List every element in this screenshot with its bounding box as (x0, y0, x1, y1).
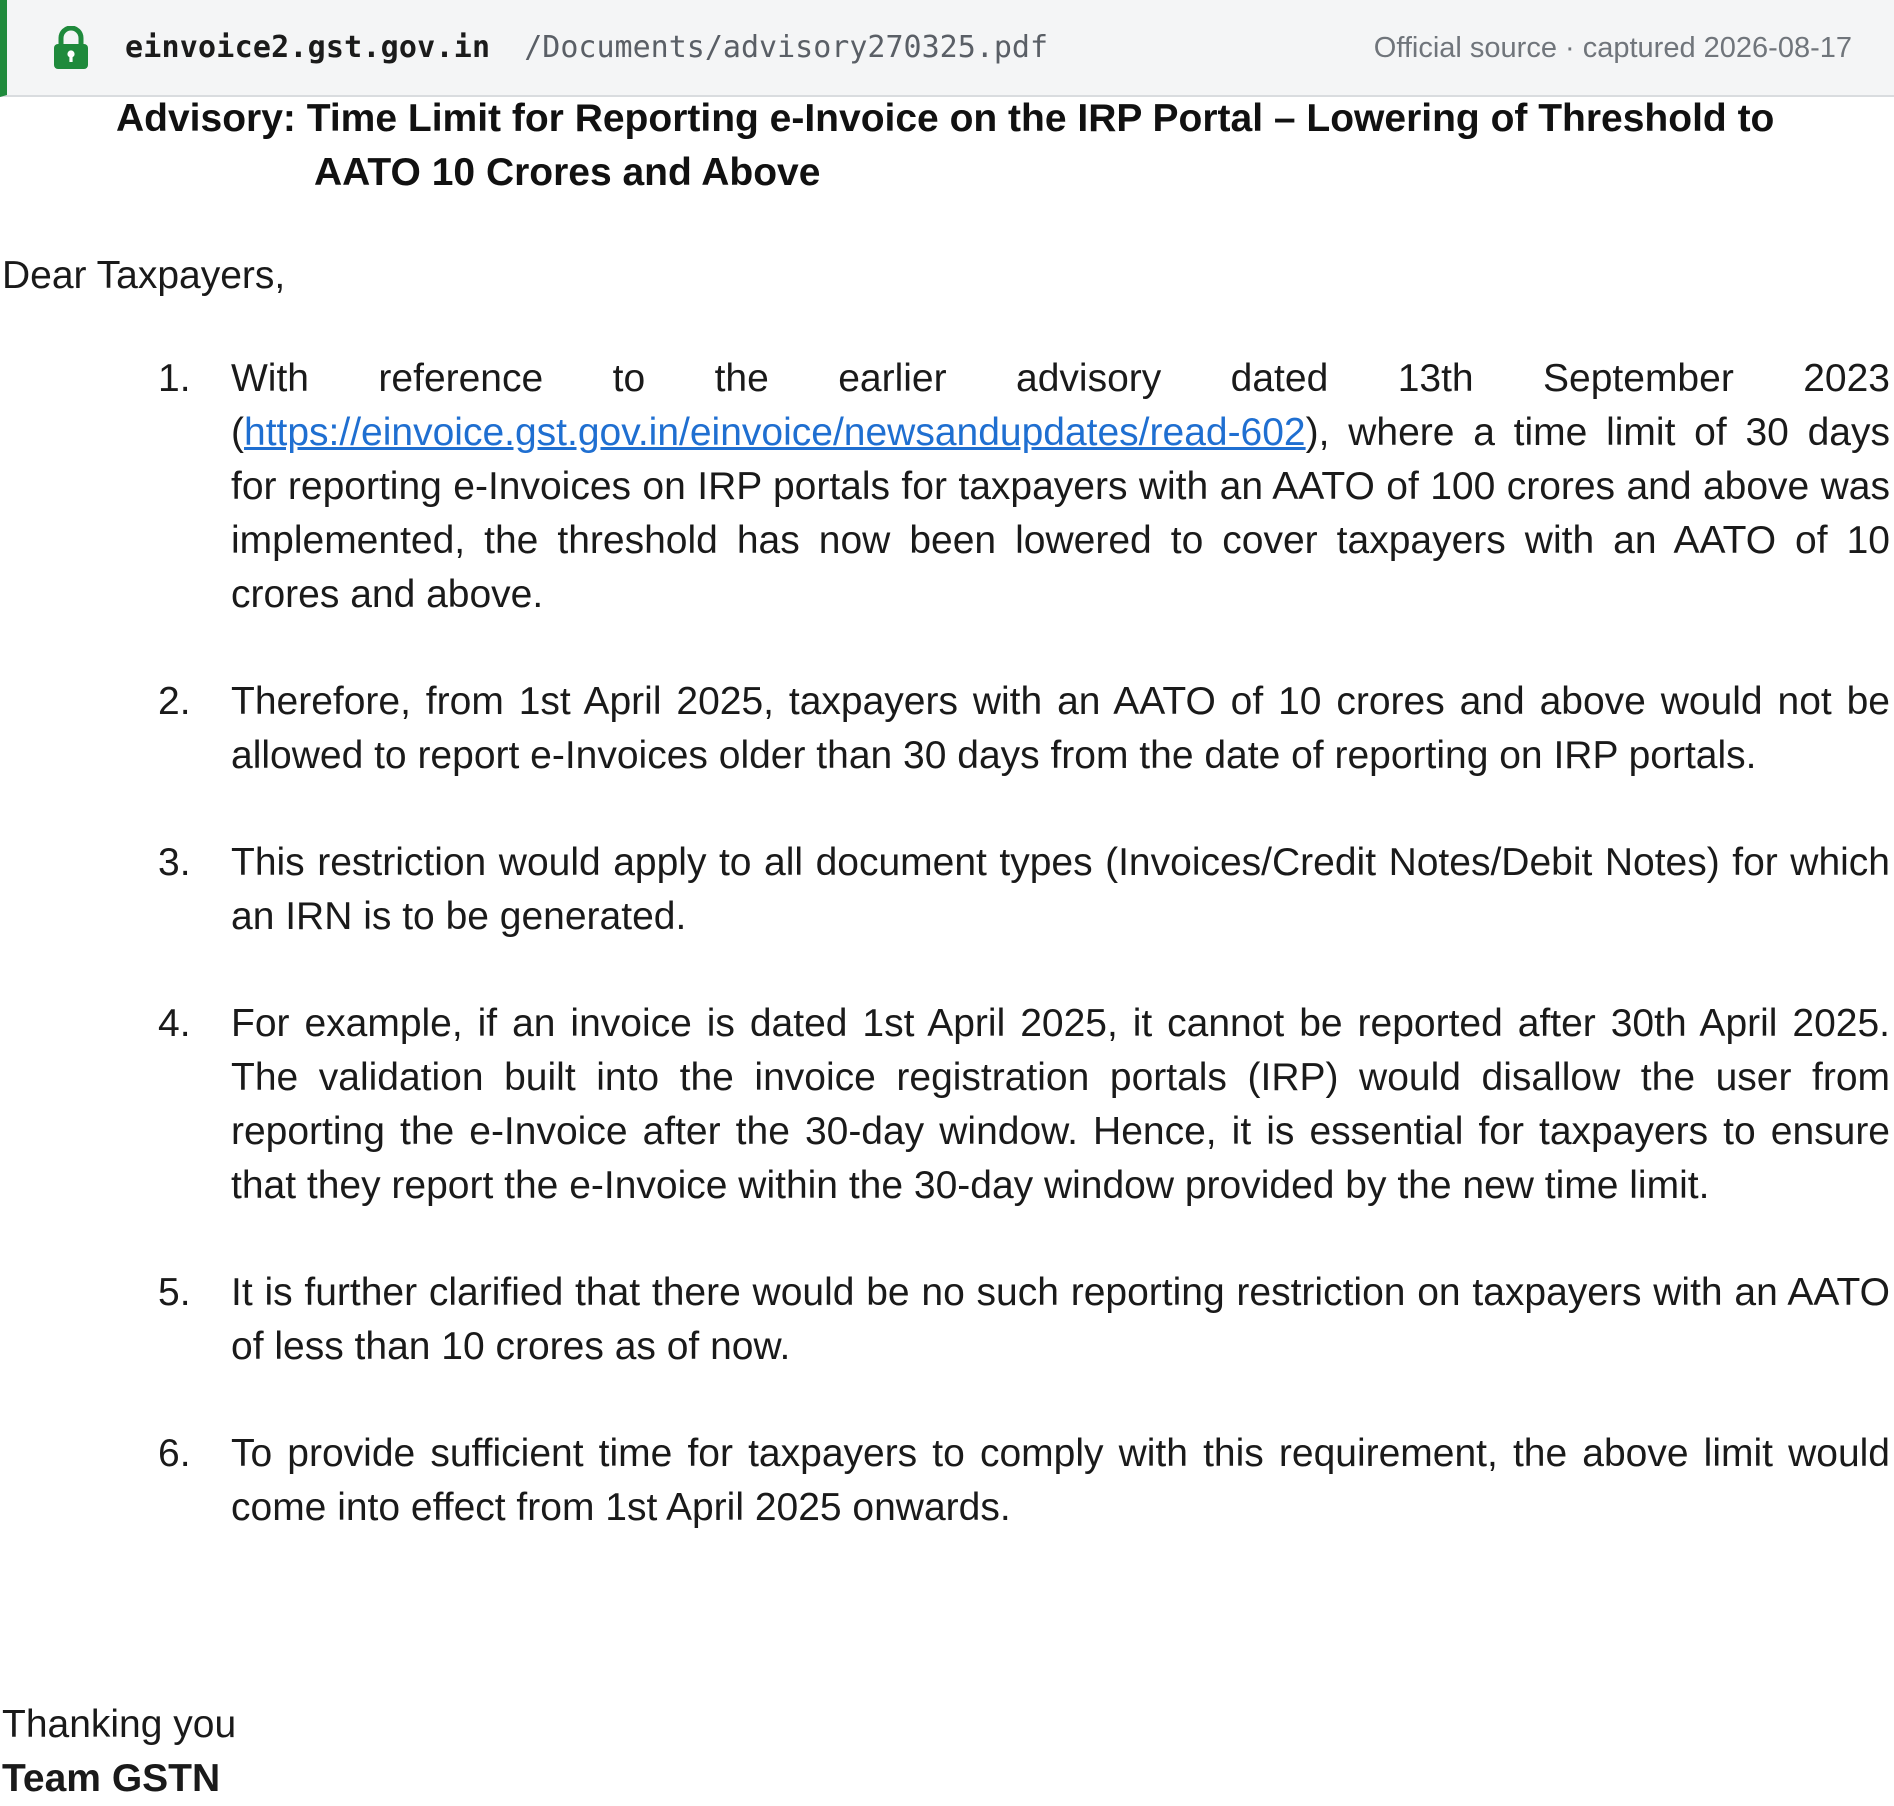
document-title-line-1: Advisory: Time Limit for Reporting e-Invoice on the IRP Portal – Lowering of Threshold to (116, 97, 1775, 140)
lock-icon (51, 26, 91, 70)
source-domain: einvoice2.gst.gov.in (125, 30, 491, 65)
advisory-point-3 (0, 836, 1894, 944)
point-text: Therefore, from 1st April 2025, taxpayers with an AATO of 10 crores and above would not be allowed to report e-Invoices older than 30 days from the date of reporting on IRP portals. (231, 680, 1890, 777)
document-title (116, 92, 1866, 200)
point-text: To provide sufficient time for taxpayers to comply with this requirement, the above limit would come into effect from 1st April 2025 onwards. (231, 1432, 1890, 1529)
point-text-before-link: With reference to the earlier advisory dated 13th September 2023 ( (231, 357, 1890, 454)
point-number: 2. (158, 680, 191, 723)
point-number: 5. (158, 1271, 191, 1314)
advisory-point-6 (0, 1427, 1894, 1535)
advisory-reference-link[interactable]: https://einvoice.gst.gov.in/einvoice/newsandupdates/read-602 (244, 411, 1306, 454)
closing-line: Thanking you (2, 1703, 237, 1746)
point-text: For example, if an invoice is dated 1st April 2025, it cannot be reported after 30th April 2025. The validation built into the invoice registration portals (IRP) would disallow the user from reporting the e-Invoice after the 30-day window. Hence, it is essential for taxpayers to ensure that they report the e-Invoice within the 30-day window provided by the new time limit. (231, 1002, 1890, 1207)
point-text (231, 352, 1890, 622)
point-number: 3. (158, 841, 191, 884)
point-text: It is further clarified that there would be no such reporting restriction on taxpayers with an AATO of less than 10 crores as of now. (231, 1271, 1890, 1368)
point-number: 1. (158, 357, 191, 400)
advisory-point-4 (0, 997, 1894, 1213)
point-number: 4. (158, 1002, 191, 1045)
point-number: 6. (158, 1432, 191, 1475)
capture-note: Official source · captured 2026-08-17 (1373, 32, 1852, 64)
source-bar (0, 0, 1894, 97)
point-text-after-link: ), where a time limit of 30 days for reporting e-Invoices on IRP portals for taxpayers with an AATO of 100 crores and above was implemented, the threshold has now been lowered to cover taxpayers with an AATO of 10 crores and above. (231, 411, 1890, 616)
advisory-point-2 (0, 675, 1894, 783)
salutation: Dear Taxpayers, (2, 254, 286, 297)
signature: Team GSTN (2, 1757, 221, 1800)
source-path: /Documents/advisory270325.pdf (524, 30, 1049, 65)
advisory-point-1 (0, 352, 1894, 622)
document-title-line-2: AATO 10 Crores and Above (314, 151, 821, 194)
point-text: This restriction would apply to all document types (Invoices/Credit Notes/Debit Notes) for which an IRN is to be generated. (231, 841, 1890, 938)
advisory-points (0, 352, 1894, 1588)
advisory-point-5 (0, 1266, 1894, 1374)
